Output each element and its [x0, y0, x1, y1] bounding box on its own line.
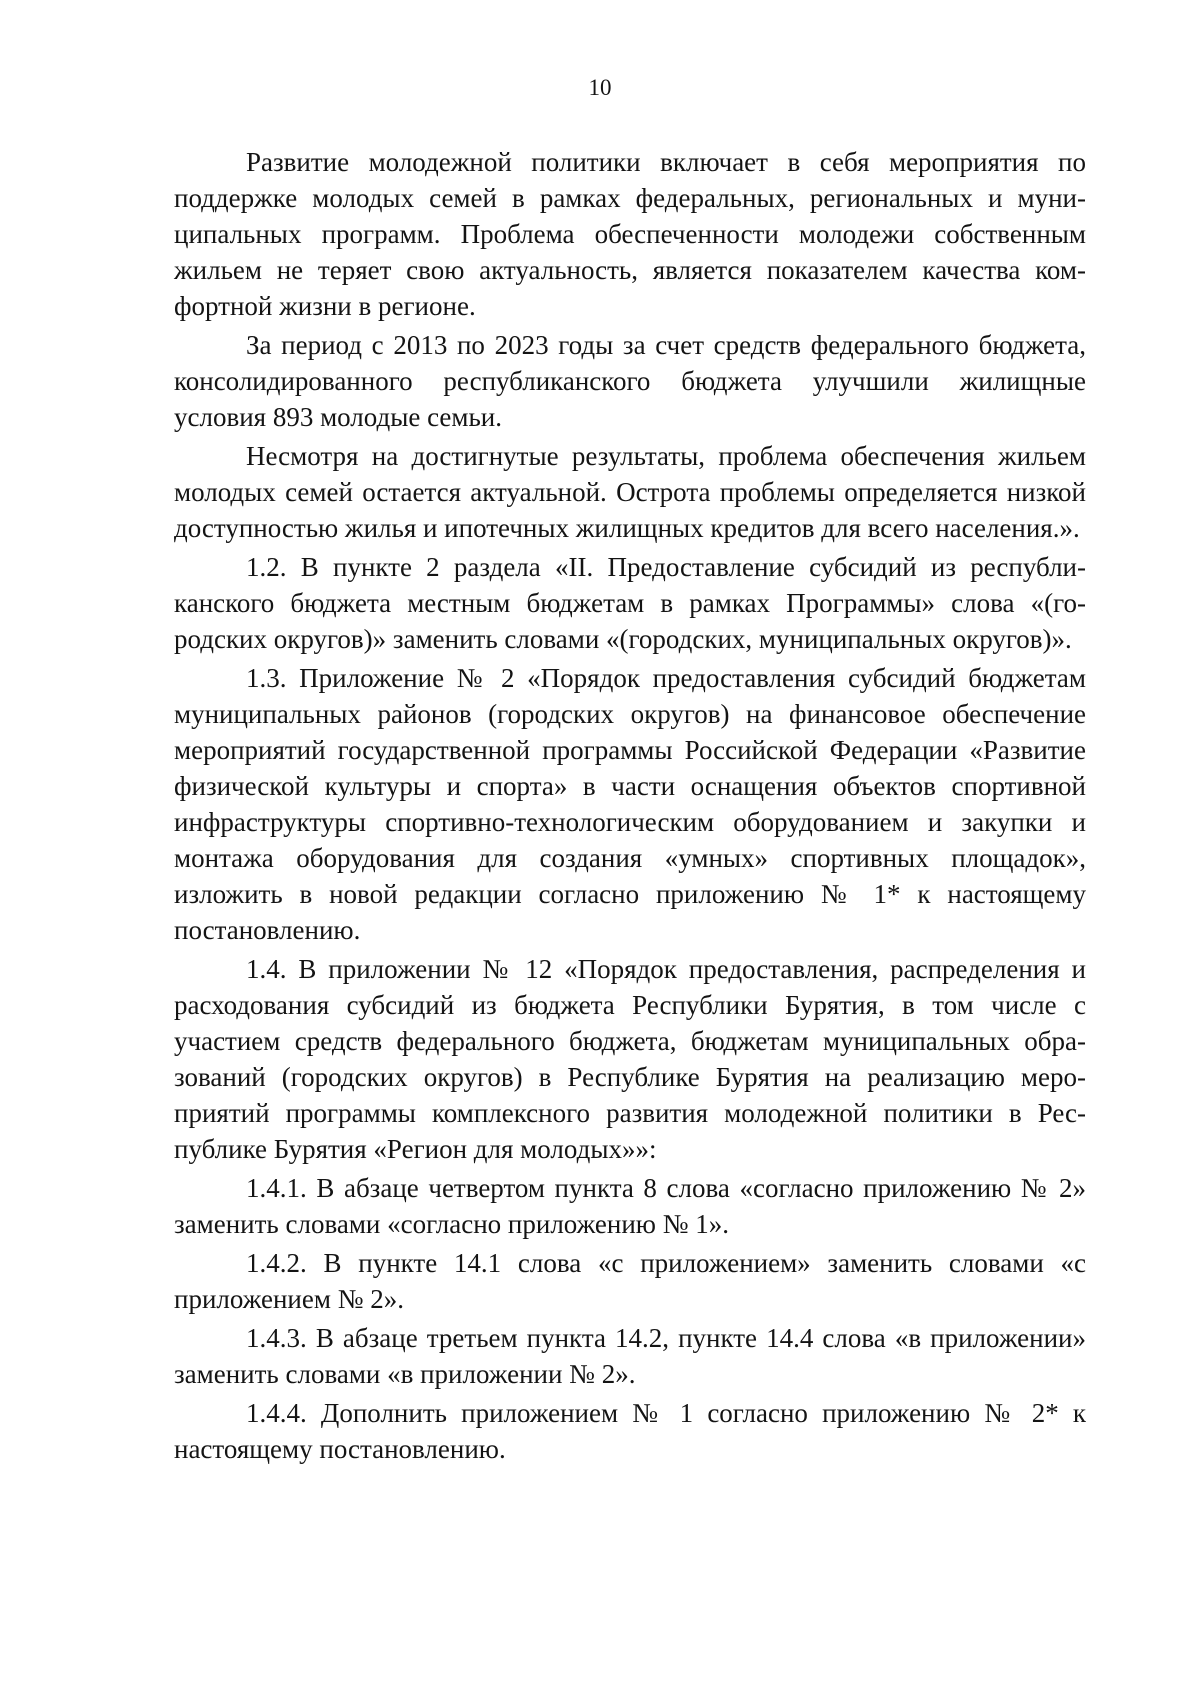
paragraph-housing-problem: Несмотря на достигнутые результаты, проблема обеспечения жильем молодых семей остается актуальной. Острота проблемы определяется низкой доступностью жилья и ипотечных жилищных кредитов для всего населения.».: [174, 441, 1086, 543]
paragraph-item-1-4-1: 1.4.1. В абзаце четвертом пункта 8 слова «согласно приложению № 2» заменить словами «согласно приложению № 1».: [174, 1173, 1086, 1239]
paragraph-item-1-4: 1.4. В приложении № 12 «Порядок предоставления, распределения и расходования субсидий из бюджета Республики Бурятия, в том числе с участием средств федерального бюджета, бюджетам муниципальных образований (городских округов) в Республике Бурятия на реализацию мероприятий программы комплексного развития молодежной политики в Республике Бурятия «Регион для молодых»»:: [174, 954, 1086, 1164]
paragraph-item-1-4-3: 1.4.3. В абзаце третьем пункта 14.2, пункте 14.4 слова «в приложении» заменить словами «в приложении № 2».: [174, 1323, 1086, 1389]
paragraph-youth-policy: Развитие молодежной политики включает в себя мероприятия по поддержке молодых семей в рамках федеральных, региональных и муниципальных программ. Проблема обеспеченности молодежи собственным жильем не теряет свою актуальность, является показателем качества комфортной жизни в регионе.: [174, 147, 1086, 321]
paragraph-item-1-4-2: 1.4.2. В пункте 14.1 слова «с приложением» заменить словами «с приложением № 2».: [174, 1248, 1086, 1314]
paragraph-item-1-3: 1.3. Приложение № 2 «Порядок предоставления субсидий бюджетам муниципальных районов (городских округов) на финансовое обеспечение мероприятий государственной программы Российской Федерации «Развитие физической культуры и спорта» в части оснащения объектов спортивной инфраструктуры спортивно-технологическим оборудованием и закупки и монтажа оборудования для создания «умных» спортивных площадок», изложить в новой редакции согласно приложению № 1* к настоящему постановлению.: [174, 663, 1086, 945]
page-number: 10: [588, 75, 612, 100]
document-body: [174, 144, 1086, 1467]
paragraph-item-1-4-4: 1.4.4. Дополнить приложением № 1 согласно приложению № 2* к настоящему постановлению.: [174, 1398, 1086, 1464]
paragraph-item-1-2: 1.2. В пункте 2 раздела «II. Предоставление субсидий из республиканского бюджета местным бюджетам в рамках Программы» слова «(городских округов)» заменить словами «(городских, муниципальных округов)».: [174, 552, 1086, 654]
paragraph-period-2013-2023: За период с 2013 по 2023 годы за счет средств федерального бюджета, консолидированного республиканского бюджета улучшили жилищные условия 893 молодые семьи.: [174, 330, 1086, 432]
